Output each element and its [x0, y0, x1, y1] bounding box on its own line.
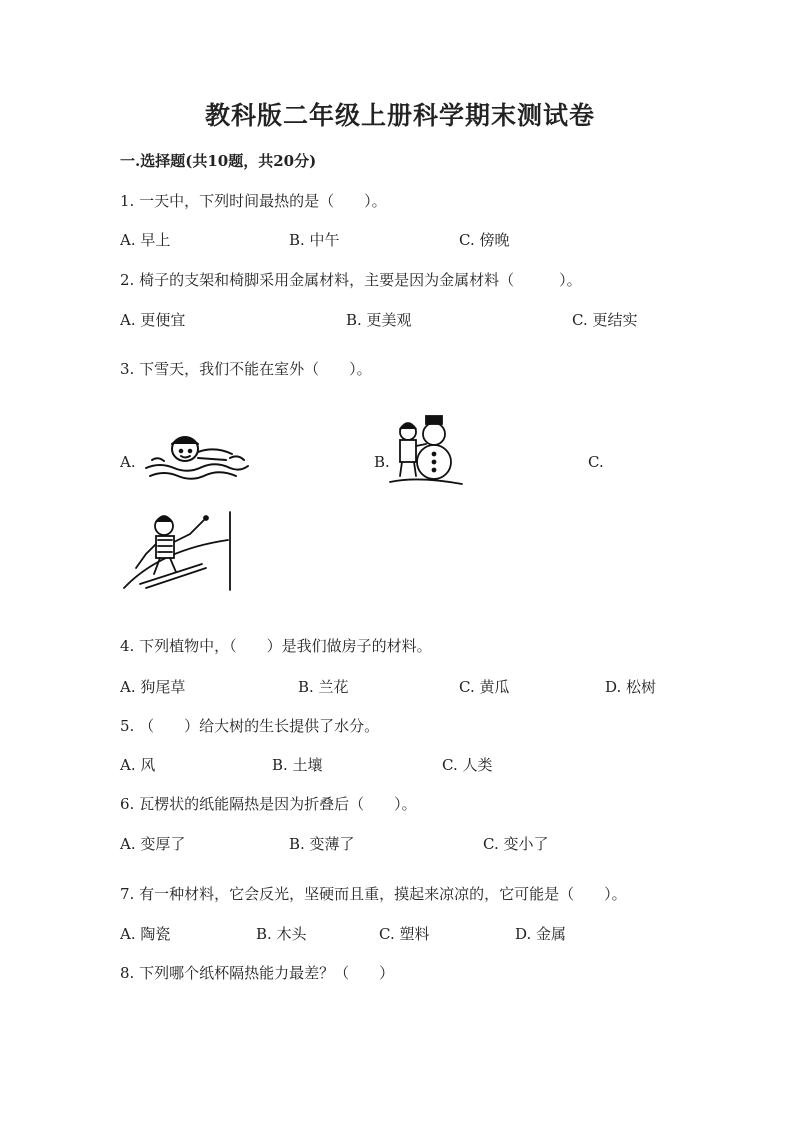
q1-option-c: C. 傍晚 — [459, 231, 510, 249]
q3-option-b: B. — [374, 453, 390, 471]
q5-option-c: C. 人类 — [442, 756, 493, 774]
question-6: 6. 瓦楞状的纸能隔热是因为折叠后（ ）。 — [120, 795, 417, 813]
question-5: 5. （ ）给大树的生长提供了水分。 — [120, 717, 380, 735]
q2-option-a: A. 更便宜 — [120, 311, 186, 329]
q3-option-a: A. — [120, 453, 136, 471]
snowman-picture — [388, 412, 464, 492]
q4-option-a: A. 狗尾草 — [120, 678, 186, 696]
question-8: 8. 下列哪个纸杯隔热能力最差？（ ） — [120, 964, 395, 982]
q4-option-c: C. 黄瓜 — [459, 678, 510, 696]
page-title: 教科版二年级上册科学期末测试卷 — [204, 101, 595, 130]
q6-option-c: C. 变小了 — [483, 835, 549, 853]
q7-option-b: B. 木头 — [256, 925, 307, 943]
q3-option-c: C. — [588, 453, 604, 471]
q6-option-a: A. 变厚了 — [120, 835, 186, 853]
skiing-child-picture — [120, 510, 232, 592]
q7-option-a: A. 陶瓷 — [120, 925, 171, 943]
q6-option-b: B. 变薄了 — [289, 835, 355, 853]
q2-option-c: C. 更结实 — [572, 311, 638, 329]
question-2: 2. 椅子的支架和椅脚采用金属材料，主要是因为金属材料（ ）。 — [120, 271, 582, 289]
q2-option-b: B. 更美观 — [346, 311, 412, 329]
question-7: 7. 有一种材料，它会反光，坚硬而且重，摸起来凉凉的，它可能是（ ）。 — [120, 885, 627, 903]
question-4: 4. 下列植物中，（ ）是我们做房子的材料。 — [120, 637, 432, 655]
q7-option-c: C. 塑料 — [379, 925, 430, 943]
q4-option-b: B. 兰花 — [298, 678, 349, 696]
q1-option-a: A. 早上 — [120, 231, 171, 249]
section-heading: 一.选择题(共10题，共20分) — [120, 152, 317, 170]
q4-option-d: D. 松树 — [605, 678, 657, 696]
q5-option-a: A. 风 — [120, 756, 156, 774]
swimming-child-picture — [140, 432, 252, 484]
q1-option-b: B. 中午 — [289, 231, 340, 249]
question-3: 3. 下雪天，我们不能在室外（ ）。 — [120, 360, 372, 378]
question-1: 1. 一天中，下列时间最热的是（ ）。 — [120, 192, 387, 210]
q5-option-b: B. 土壤 — [272, 756, 323, 774]
q7-option-d: D. 金属 — [515, 925, 567, 943]
